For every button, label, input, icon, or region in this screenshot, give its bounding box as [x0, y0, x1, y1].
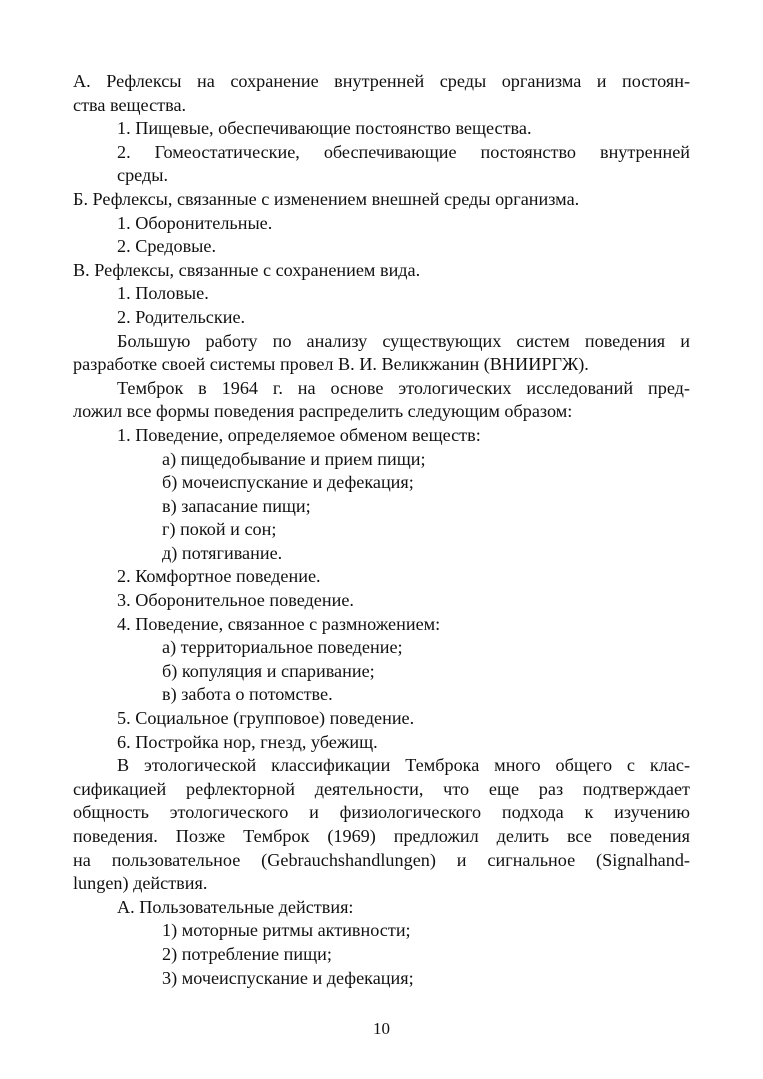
text-line: А. Рефлексы на сохранение внутренней среды организма и постоян-	[73, 71, 690, 91]
list-item: 5. Социальное (групповое) поведение.	[117, 708, 415, 729]
list-item: 2. Родительские.	[117, 306, 246, 327]
sub-list-item: а) территориальное поведение;	[162, 637, 403, 658]
paragraph-line: общность этологического и физиологического подхода к изучению	[73, 802, 690, 823]
list-item: 2. Средовые.	[117, 236, 217, 257]
list-item: среды.	[117, 165, 169, 186]
list-item: 2. Комфортное поведение.	[117, 566, 321, 587]
page-number: 10	[373, 1019, 390, 1038]
list-item: 1. Поведение, определяемое обменом веществ:	[117, 424, 481, 445]
list-item: 1. Пищевые, обеспечивающие постоянство вещества.	[117, 118, 532, 139]
sub-list-item: 1) моторные ритмы активности;	[162, 920, 411, 941]
paragraph-line: Большую работу по анализу существующих систем поведения и	[117, 330, 690, 351]
paragraph-line: сификацией рефлекторной деятельности, что еще раз подтверждает	[73, 778, 690, 799]
list-item: 1. Оборонительные.	[117, 212, 273, 233]
text-line: Б. Рефлексы, связанные с изменением внешней среды организма.	[73, 188, 580, 209]
paragraph-line: В этологической классификации Темброка много общего с клас-	[117, 755, 690, 776]
text-line: В. Рефлексы, связанные с сохранением вида.	[73, 259, 421, 280]
sub-list-item: б) копуляция и спаривание;	[162, 660, 375, 681]
paragraph-line: разработке своей системы провел В. И. Великжанин (ВНИИРГЖ).	[73, 354, 589, 375]
document-body	[73, 70, 690, 990]
paragraph-line: поведения. Позже Темброк (1969) предложил делить все поведения	[73, 826, 690, 846]
sub-list-item: б) мочеиспускание и дефекация;	[162, 472, 414, 493]
paragraph-line: lungen) действия.	[73, 873, 208, 894]
sub-list-item: г) покой и сон;	[162, 519, 277, 540]
sub-list-item: а) пищедобывание и прием пищи;	[162, 448, 426, 469]
list-item: 3. Оборонительное поведение.	[117, 590, 354, 611]
sub-list-item: в) забота о потомстве.	[162, 684, 333, 705]
paragraph-line: на пользовательное (Gebrauchshandlungen) и сигнальное (Signalhand-	[73, 849, 690, 870]
text-line: ства вещества.	[73, 94, 187, 115]
list-item: 4. Поведение, связанное с размножением:	[117, 613, 441, 634]
paragraph-line: Темброк в 1964 г. на основе этологических исследований пред-	[117, 377, 690, 398]
sub-list-item: 3) мочеиспускание и дефекация;	[162, 967, 414, 988]
list-item: А. Пользовательные действия:	[117, 896, 354, 917]
list-item: 2. Гомеостатические, обеспечивающие постоянство внутренней	[117, 141, 690, 162]
sub-list-item: в) запасание пищи;	[162, 495, 311, 516]
list-item: 1. Половые.	[117, 283, 209, 304]
paragraph-line: ложил все формы поведения распределить следующим образом:	[73, 401, 573, 422]
list-item: 6. Постройка нор, гнезд, убежищ.	[117, 731, 378, 752]
sub-list-item: 2) потребление пищи;	[162, 943, 332, 964]
sub-list-item: д) потягивание.	[162, 542, 283, 563]
